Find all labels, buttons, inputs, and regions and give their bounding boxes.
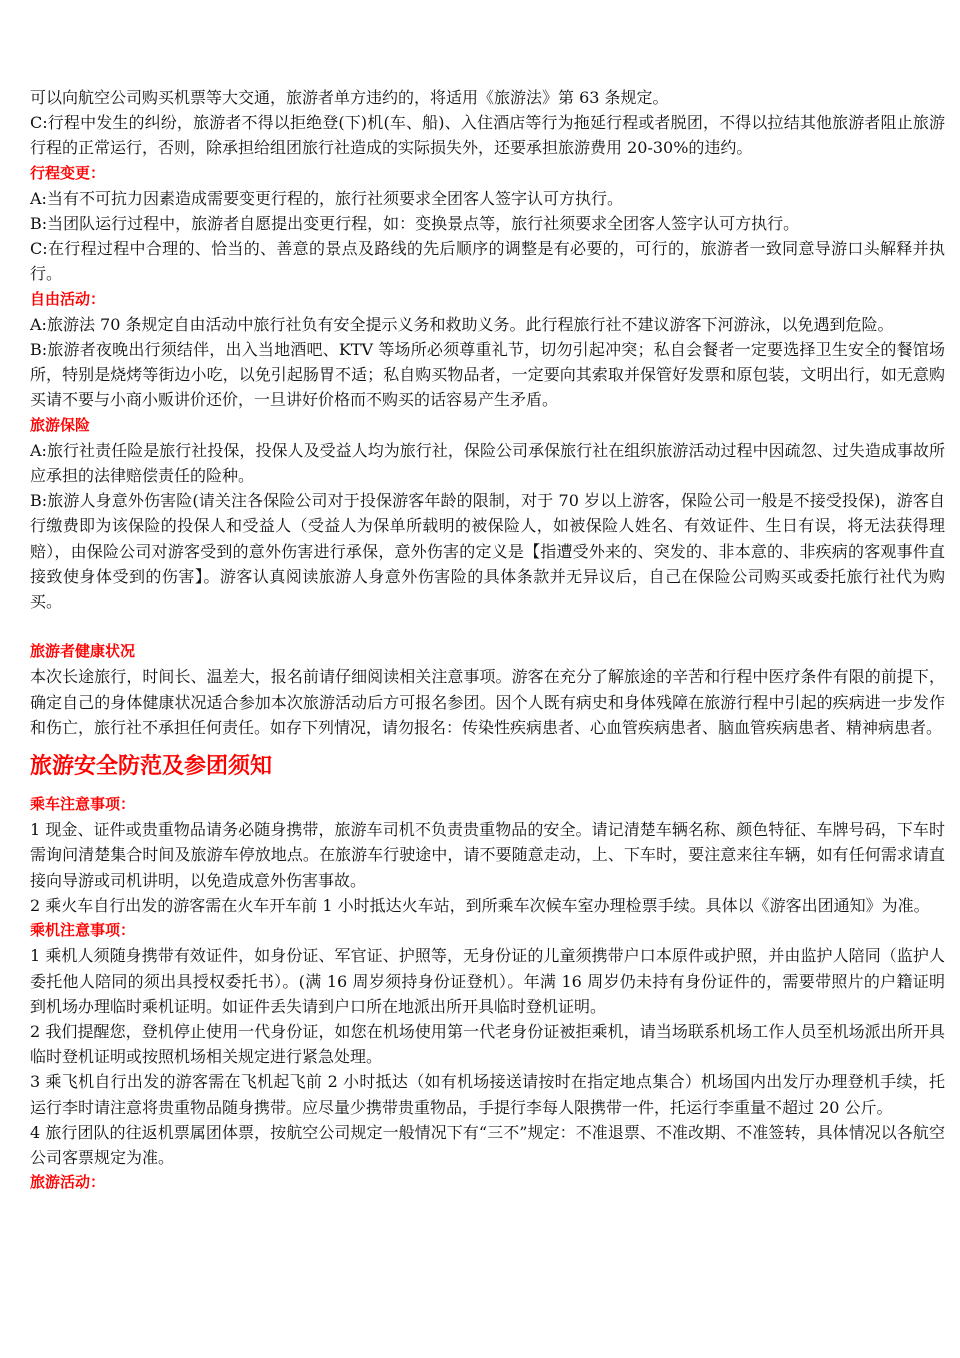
bus-notice-section <box>30 792 945 918</box>
free-activity-heading: 自由活动： <box>30 289 106 308</box>
bus-notice-item-2: 2 乘火车自行出发的游客需在火车开车前 1 小时抵达火车站，到所乘车次候车室办理检票手续。具体以《游客出团通知》为准。 <box>30 895 930 915</box>
document-page <box>30 85 945 1195</box>
itinerary-change-item-a: A:当有不可抗力因素造成需要变更行程的，旅行社须要求全团客人签字认可方执行。 <box>30 188 623 208</box>
insurance-heading: 旅游保险 <box>30 415 91 434</box>
itinerary-change-section <box>30 161 945 287</box>
safety-title: 旅游安全防范及参团须知 <box>30 753 273 780</box>
flight-notice-item-1: 1 乘机人须随身携带有效证件，如身份证、军官证、护照等，无身份证的儿童须携带户口本原件或护照，并由监护人陪同（监护人委托他人陪同的须出具授权委托书）。(满 16 周岁须持身份证登机）。年满 16 周岁仍未持有身份证件的，需要带照片的户籍证明到机场办理临时乘机证明。如证件丢失请到户口所在地派出所开具临时登机证明。 <box>30 946 945 1016</box>
itinerary-change-heading: 行程变更： <box>30 163 106 182</box>
activities-heading: 旅游活动： <box>30 1173 106 1192</box>
bus-notice-item-1: 1 现金、证件或贵重物品请务必随身携带，旅游车司机不负责贵重物品的安全。请记清楚车辆名称、颜色特征、车牌号码，下车时需询问清楚集合时间及旅游车停放地点。在旅游车行驶途中，请不要随意走动，上、下车时，要注意来往车辆，如有任何需求请直接向导游或司机讲明，以免造成意外伤害事故。 <box>30 820 945 890</box>
continuation-paragraph-2: C:行程中发生的纠纷，旅游者不得以拒绝登(下)机(车、船)、入住酒店等行为拖延行程或者脱团，不得以拉结其他旅游者阻止旅游行程的正常运行，否则，除承担给组团旅行社造成的实际损失外，还要承担旅游费用 20-30%的违约。 <box>30 113 945 158</box>
flight-notice-heading: 乘机注意事项： <box>30 921 136 940</box>
bus-notice-heading: 乘车注意事项： <box>30 795 136 814</box>
free-activity-item-a: A:旅游法 70 条规定自由活动中旅行社负有安全提示义务和救助义务。此行程旅行社不建议游客下河游泳，以免遇到危险。 <box>30 314 894 334</box>
flight-notice-item-4: 4 旅行团队的往返机票属团体票，按航空公司规定一般情况下有“三不”规定：不准退票、不准改期、不准签转，具体情况以各航空公司客票规定为准。 <box>30 1122 945 1167</box>
health-heading: 旅游者健康状况 <box>30 642 136 661</box>
flight-notice-item-3: 3 乘飞机自行出发的游客需在飞机起飞前 2 小时抵达（如有机场接送请按时在指定地点集合）机场国内出发厅办理登机手续，托运行李时请注意将贵重物品随身携带。应尽量少携带贵重物品，手提行李每人限携带一件，托运行李重量不超过 20 公斤。 <box>30 1072 945 1117</box>
flight-notice-item-2: 2 我们提醒您，登机停止使用一代身份证，如您在机场使用第一代老身份证被拒乘机，请当场联系机场工作人员至机场派出所开具临时登机证明或按照机场相关规定进行紧急处理。 <box>30 1021 945 1067</box>
insurance-item-b: B:旅游人身意外伤害险(请关注各保险公司对于投保游客年龄的限制，对于 70 岁以上游客，保险公司一般是不接受投保)，游客自行缴费即为该保险的投保人和受益人（受益人为保单所载明的被保险人，如被保险人姓名、有效证件、生日有误，将无法获得理赔），由保险公司对游客受到的意外伤害进行承保，意外伤害的定义是【指遭受外来的、突发的、非本意的、非疾病的客观事件直接致使身体受到的伤害】。游客认真阅读旅游人身意外伤害险的具体条款并无异议后，自己在保险公司购买或委托旅行社代为购买。 <box>30 491 945 612</box>
insurance-section <box>30 413 945 615</box>
itinerary-change-item-b: B:当团队运行过程中，旅游者自愿提出变更行程，如：变换景点等，旅行社须要求全团客人签字认可方执行。 <box>30 214 800 234</box>
free-activity-item-b: B:旅游者夜晚出行须结伴，出入当地酒吧、KTV 等场所必须尊重礼节，切勿引起冲突；私自会餐者一定要选择卫生安全的餐馆场所，特别是烧烤等街边小吃，以免引起肠胃不适；私自购买物品者，一定要向其索取并保管好发票和原包装，文明出行，如无意购买请不要与小商小贩讲价还价，一旦讲好价格而不购买的话容易产生矛盾。 <box>30 340 945 410</box>
continuation-paragraph-1: 可以向航空公司购买机票等大交通，旅游者单方违约的，将适用《旅游法》第 63 条规定。 <box>30 88 669 107</box>
activities-section <box>30 1170 945 1195</box>
health-section <box>30 639 945 740</box>
health-paragraph: 本次长途旅行，时间长、温差大，报名前请仔细阅读相关注意事项。游客在充分了解旅途的辛苦和行程中医疗条件有限的前提下，确定自己的身体健康状况适合参加本次旅游活动后方可报名参团。因个人既有病史和身体残障在旅游行程中引起的疾病进一步发作和伤亡，旅行社不承担任何责任。如存下列情况，请勿报名：传染性疾病患者、心血管疾病患者、脑血管疾病患者、精神病患者。 <box>30 667 945 737</box>
free-activity-section <box>30 287 945 413</box>
itinerary-change-item-c: C:在行程过程中合理的、恰当的、善意的景点及路线的先后顺序的调整是有必要的，可行的，旅游者一致同意导游口头解释并执行。 <box>30 239 945 284</box>
insurance-item-a: A:旅行社责任险是旅行社投保，投保人及受益人均为旅行社，保险公司承保旅行社在组织旅游活动过程中因疏忽、过失造成事故所应承担的法律赔偿责任的险种。 <box>30 440 945 486</box>
flight-notice-section <box>30 918 945 1170</box>
